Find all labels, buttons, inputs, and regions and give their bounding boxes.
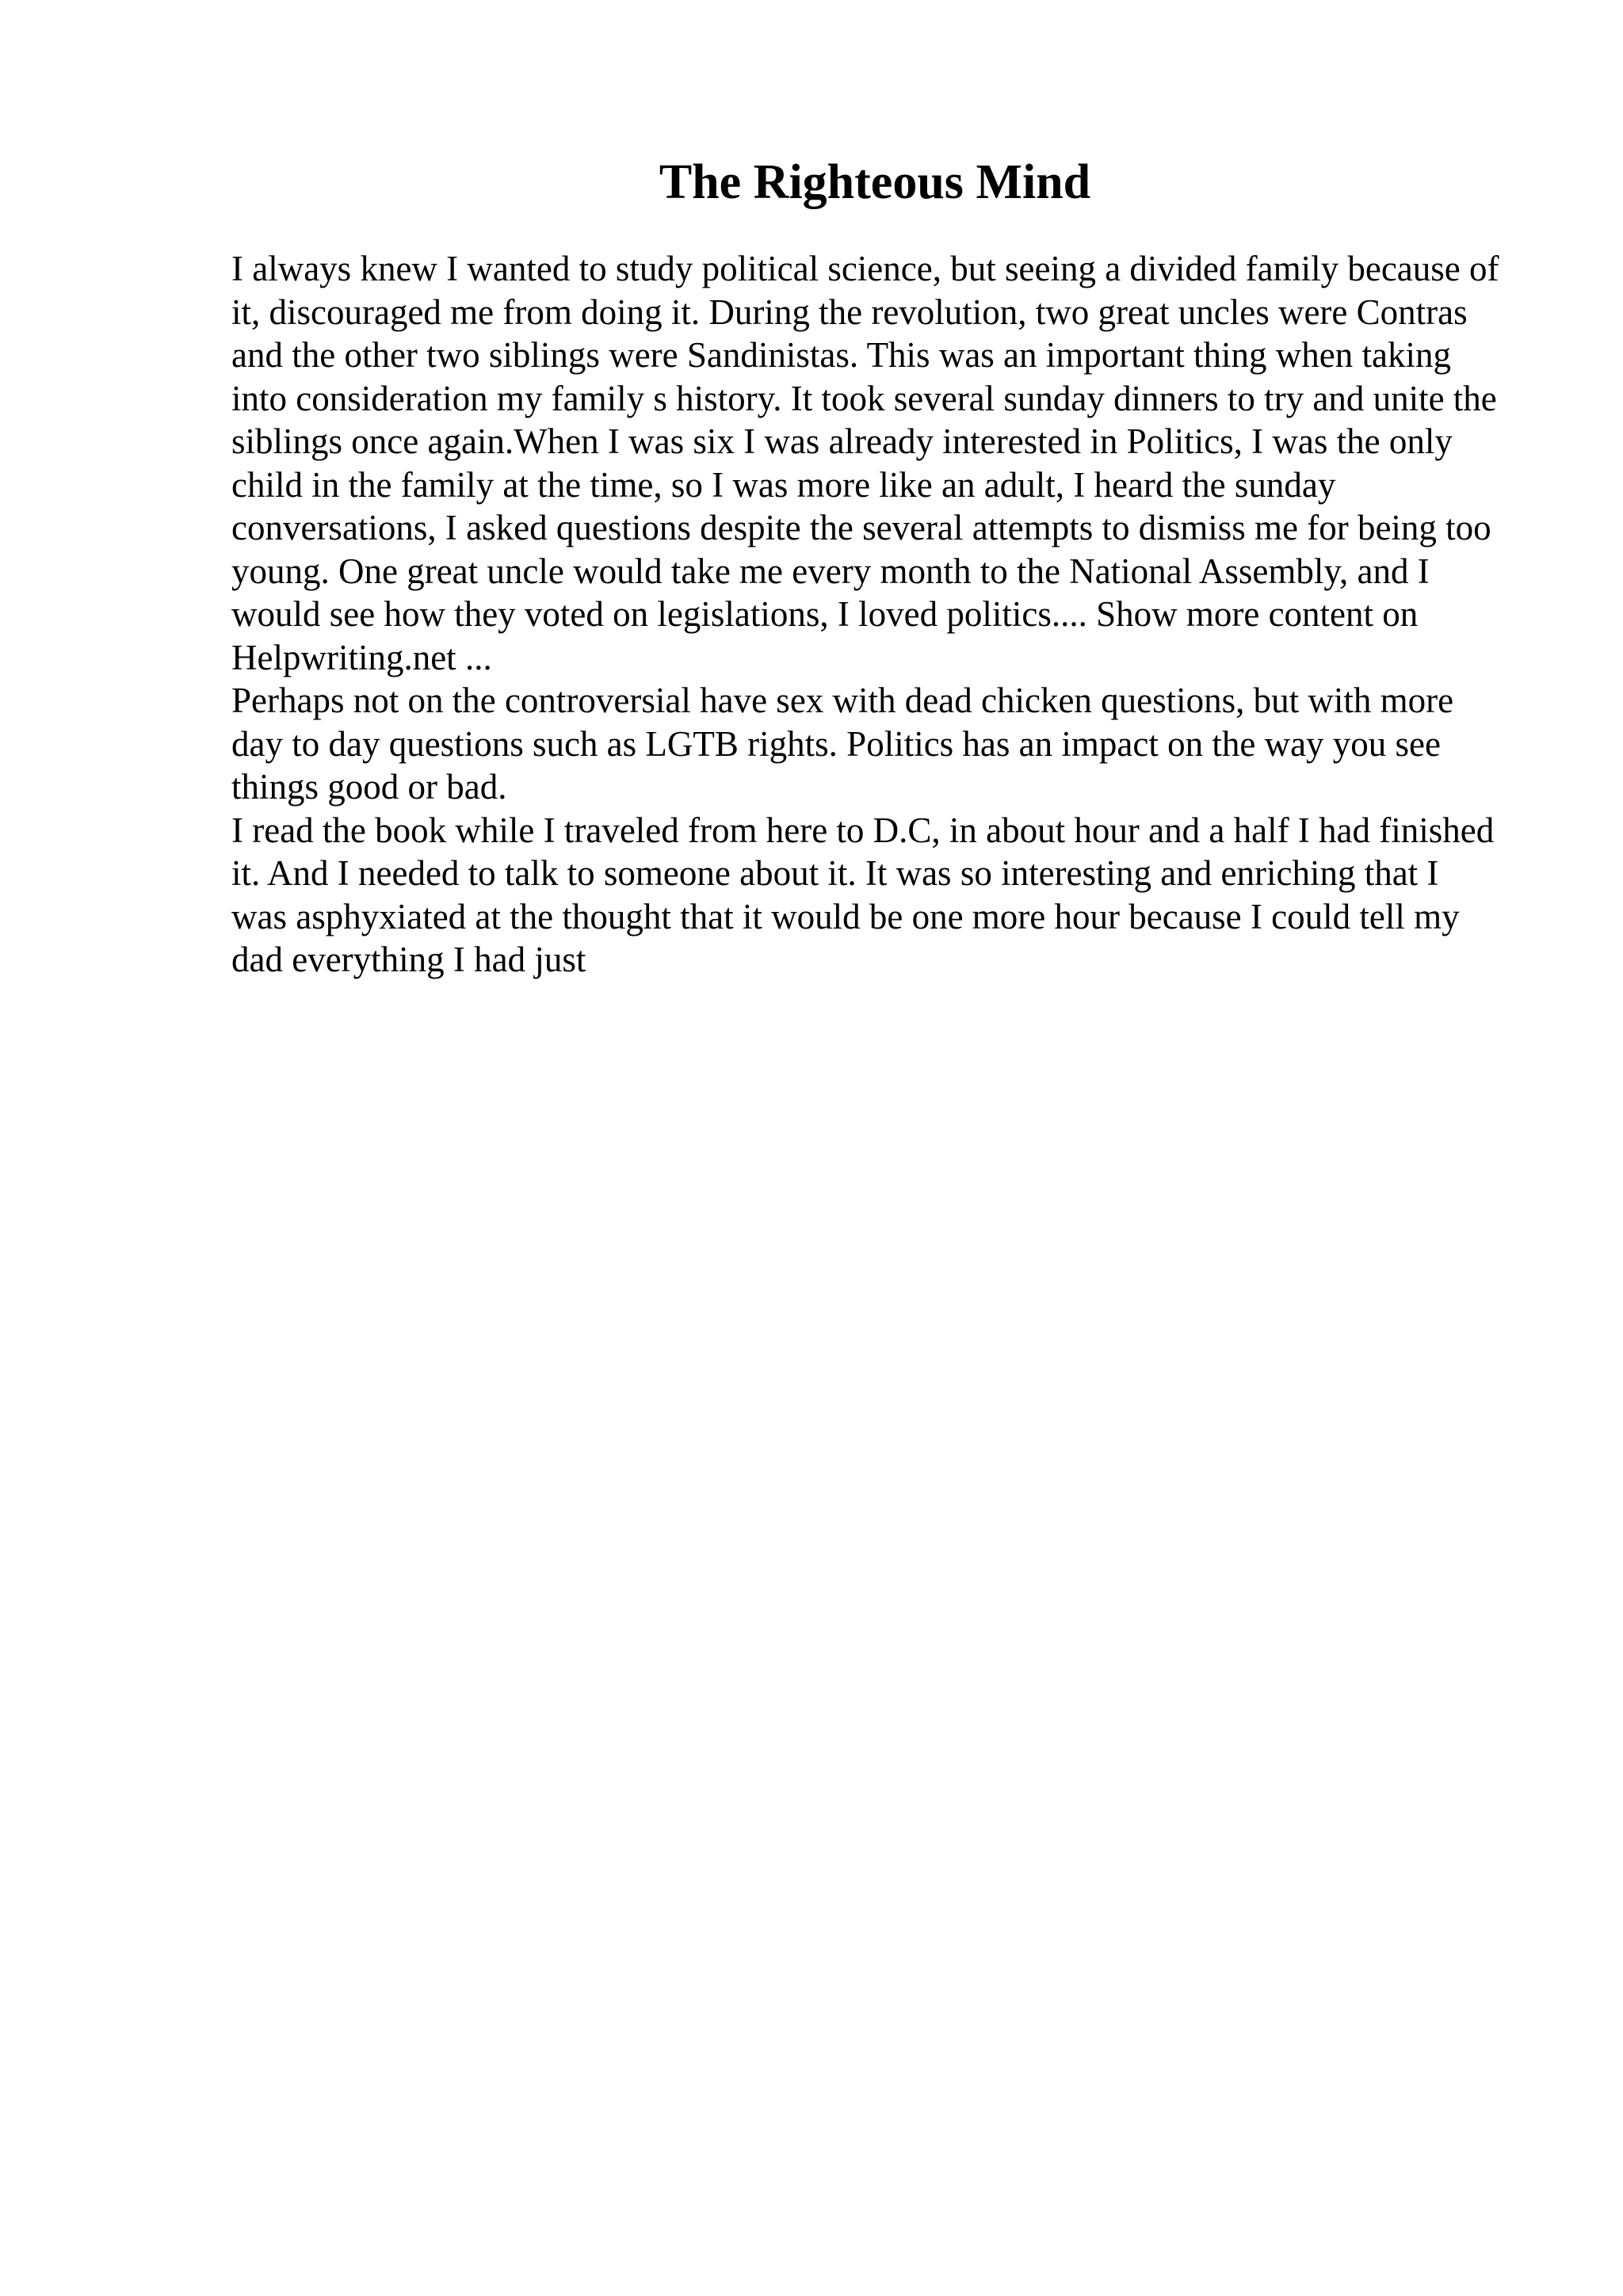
document-title: The Righteous Mind xyxy=(659,155,1091,209)
paragraph-2: Perhaps not on the controversial have sex with dead chicken questions, but with more day to day questions such as LGTB rights. Politics has an impact on the way you see things good or bad. xyxy=(231,681,1454,807)
paragraph-3: I read the book while I traveled from here to D.C, in about hour and a half I had finished it. And I needed to talk to someone about it. It was so interesting and enriching that I was asphyxiated at the thought that it would be one more hour because I could tell my dad everything I had just xyxy=(231,810,1495,979)
paragraph-1: I always knew I wanted to study political science, but seeing a divided family because of it, discouraged me from doing it. During the revolution, two great uncles were Contras and the other two siblings were Sandinistas. This was an important thing when taking into consideration my family s history. It took several sunday dinners to try and unite the siblings once again.When I was six I was already interested in Politics, I was the only child in the family at the time, so I was more like an adult, I heard the sunday conversations, I asked questions despite the several attempts to dismiss me for being too young. One great uncle would take me every month to the National Assembly, and I would see how they voted on legislations, I loved politics.... Show more content on Helpwriting.net ... xyxy=(231,249,1499,677)
document-body xyxy=(231,247,1499,982)
